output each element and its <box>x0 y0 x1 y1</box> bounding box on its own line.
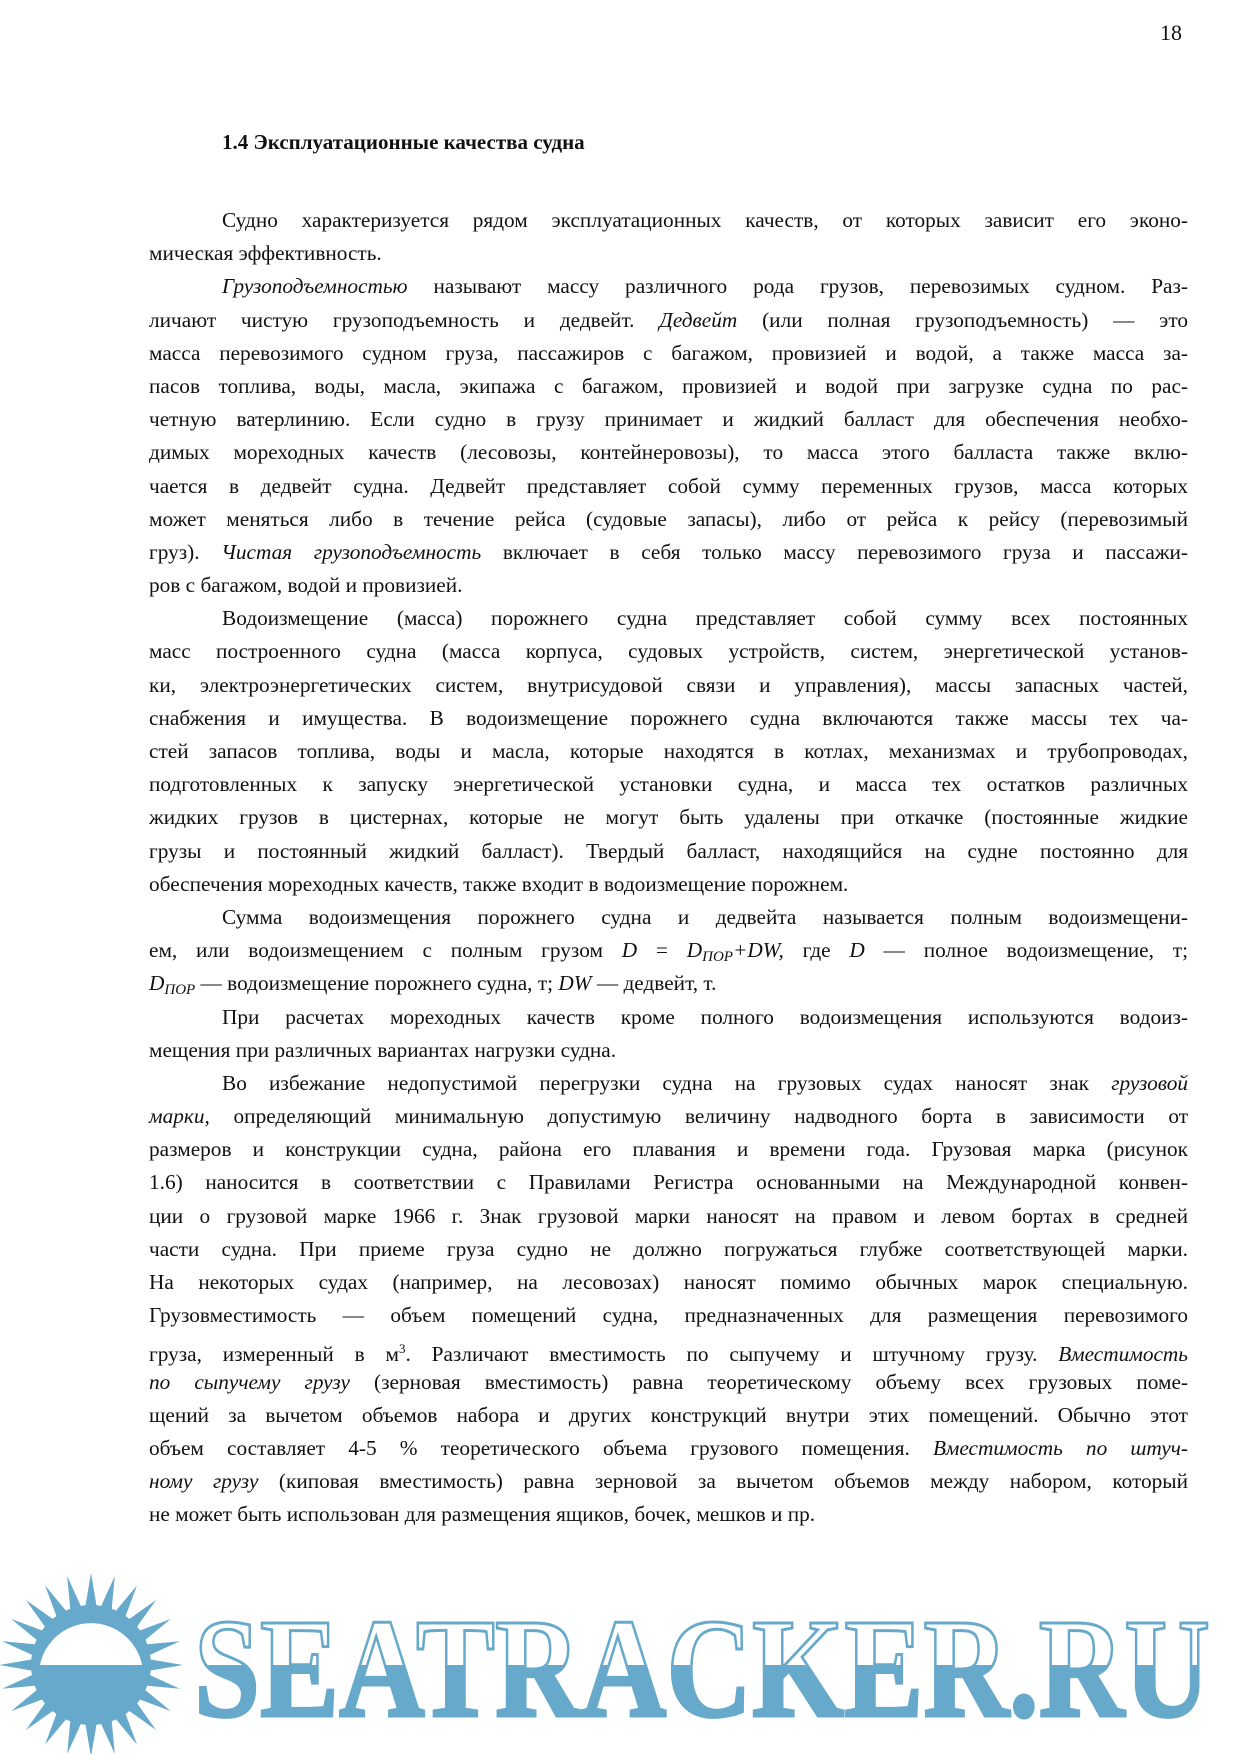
text-run: Судно характеризуется рядом эксплуатационных качеств, от которых зависит его эконо- <box>222 208 1188 232</box>
text-line <box>149 1034 1188 1067</box>
logo-text: SEATRACKER.RU <box>194 1589 1210 1747</box>
text-line <box>149 1133 1188 1166</box>
text-line <box>149 602 1188 635</box>
italic-term: грузовой <box>1111 1070 1188 1095</box>
text-run: Грузовместимость — объем помещений судна, предназначенных для размещения перевозимого <box>149 1303 1188 1328</box>
text-line <box>149 470 1188 503</box>
text-line <box>149 1067 1188 1100</box>
text-line <box>149 304 1188 337</box>
text-line <box>149 1233 1188 1266</box>
italic-term: +DW, <box>732 938 784 963</box>
text-run: 1.6) наносится в соответствии с Правилами Регистра основанными на Международной конвен- <box>149 1170 1188 1195</box>
text-run: может меняться либо в течение рейса (судовые запасы), либо от рейса к рейсу (перевозимый <box>149 506 1188 531</box>
italic-term: D <box>686 938 703 963</box>
text-run: мещения при различных вариантах нагрузки судна. <box>149 1037 617 1062</box>
text-run: подготовленных к запуску энергетической установки судна, и масса тех остатков различных <box>149 772 1188 797</box>
text-line <box>149 801 1188 834</box>
text-run: четную ватерлинию. Если судно в грузу принимает и жидкий балласт для обеспечения необхо- <box>149 407 1188 432</box>
text-line <box>149 1332 1188 1365</box>
text-run: (или полная грузоподъемность) — это <box>737 307 1189 332</box>
text-run: Сумма водоизмещения порожнего судна и дедвейта называется полным водоизмещени- <box>222 904 1188 929</box>
text-line <box>149 237 1188 270</box>
text-line <box>149 635 1188 668</box>
italic-term: Вместимость по штуч- <box>933 1435 1188 1460</box>
italic-term: марки, <box>149 1104 210 1129</box>
text-run: жидких грузов в цистернах, которые не могут быть удалены при откачке (постоянные жидкие <box>149 805 1188 830</box>
text-line <box>149 204 1188 237</box>
text-line <box>149 1366 1188 1399</box>
text-line <box>149 1465 1188 1498</box>
text-line <box>149 702 1188 735</box>
sun-ray <box>146 1659 183 1672</box>
text-run: ров с багажом, водой и провизией. <box>149 573 463 598</box>
page-number: 18 <box>1160 20 1182 45</box>
italic-term: Чистая грузоподъемность <box>221 539 482 564</box>
text-line <box>149 768 1188 801</box>
sub-script: ПОР <box>164 982 196 999</box>
italic-term: ному грузу <box>149 1469 259 1494</box>
italic-term: Дедвейт <box>659 307 738 332</box>
text-run: включает в себя только массу перевозимого груза и пассажи- <box>481 539 1189 564</box>
text-run: масса перевозимого судном груза, пассажиров с багажом, провизией и водой, а также масса за- <box>149 340 1188 365</box>
text-line <box>149 270 1188 303</box>
text-line <box>149 1200 1188 1233</box>
text-run: груз). <box>149 539 222 564</box>
text-run: обеспечения мореходных качеств, также входит в водоизмещение порожнем. <box>149 871 849 896</box>
text-run: где <box>783 938 850 963</box>
sun-ray <box>85 1573 98 1610</box>
text-run: (зерновая вместимость) равна теоретическому объему всех грузовых поме- <box>349 1369 1188 1394</box>
text-run: При расчетах мореходных качеств кроме полного водоизмещения используются водоиз- <box>222 1004 1188 1029</box>
text-line <box>149 503 1188 536</box>
text-run: части судна. При приеме груза судно не должно погружаться глубже соответствующей марки. <box>149 1236 1188 1261</box>
text-run: грузы и постоянный жидкий балласт). Твердый балласт, находящийся на судне постоянно для <box>149 838 1188 863</box>
text-line <box>149 1001 1188 1034</box>
text-run: ем, или водоизмещением с полным грузом <box>149 938 622 963</box>
text-line <box>149 1399 1188 1432</box>
text-run: . Различают вместимость по сыпучему и штучному грузу. <box>405 1342 1059 1367</box>
italic-term: по сыпучему грузу <box>149 1369 350 1394</box>
sup-script: 3 <box>398 1341 406 1357</box>
text-line <box>149 436 1188 469</box>
text-line <box>149 669 1188 702</box>
sub-script: ПОР <box>702 949 733 966</box>
italic-term: D <box>621 938 638 963</box>
text-run: На некоторых судах (например, на лесовозах) наносят помимо обычных марок специальную. <box>149 1270 1188 1294</box>
text-run: определяющий минимальную допустимую величину надводного борта в зависимости от <box>209 1104 1188 1129</box>
text-run: (киповая вместимость) равна зерновой за вычетом объемов между набором, который <box>258 1469 1188 1494</box>
text-run: Во избежание недопустимой перегрузки судна на грузовых судах наносят знак <box>222 1070 1112 1095</box>
italic-term: D <box>149 971 165 996</box>
text-run: масс построенного судна (масса корпуса, судовых устройств, систем, энергетической установ- <box>149 639 1188 664</box>
section-heading: 1.4 Эксплуатационные качества судна <box>222 130 585 154</box>
text-run: — водоизмещение порожнего судна, т; <box>195 971 559 996</box>
text-line <box>149 536 1188 569</box>
body-text <box>149 204 1188 1532</box>
text-run: = <box>637 938 687 963</box>
text-line <box>149 901 1188 934</box>
text-run: димых мореходных качеств (лесовозы, контейнеровозы), то масса этого балласта также вклю- <box>149 440 1188 465</box>
text-run: пасов топлива, воды, масла, экипажа с багажом, провизией и водой при загрузке судна по рас- <box>149 373 1188 398</box>
text-run: личают чистую грузоподъемность и дедвейт. <box>149 307 660 332</box>
text-line <box>149 403 1188 436</box>
text-run: снабжения и имущества. В водоизмещение порожнего судна включаются также массы тех ча- <box>149 705 1188 730</box>
text-line <box>149 370 1188 403</box>
text-run: — дедвейт, т. <box>591 971 717 996</box>
text-line <box>149 735 1188 768</box>
text-run: щений за вычетом объемов набора и других конструкций внутри этих помещений. Обычно этот <box>149 1402 1188 1427</box>
text-line <box>149 1266 1188 1299</box>
italic-term: Вместимость <box>1058 1342 1188 1367</box>
text-line <box>149 868 1188 901</box>
text-run: размеров и конструкции судна, района его плавания и времени года. Грузовая марка (рисунок <box>149 1137 1188 1162</box>
sun-ray <box>0 1659 36 1672</box>
text-run: ции о грузовой марке 1966 г. Знак грузовой марки наносят на правом и левом бортах в средней <box>149 1203 1188 1228</box>
text-run: Водоизмещение (масса) порожнего судна представляет собой сумму всех постоянных <box>222 606 1188 631</box>
text-line <box>149 967 1188 1000</box>
text-run: называют массу различного рода грузов, перевозимых судном. Раз- <box>407 274 1188 299</box>
text-line <box>149 1166 1188 1199</box>
text-run: стей запасов топлива, воды и масла, которые находятся в котлах, механизмах и трубопроводах, <box>149 739 1188 763</box>
text-run: мическая эффективность. <box>149 241 382 266</box>
text-line <box>149 1498 1188 1531</box>
text-line <box>149 835 1188 868</box>
text-run: груза, измеренный в м <box>149 1342 399 1367</box>
text-run: — полное водоизмещение, т; <box>864 938 1188 963</box>
text-run: чается в дедвейт судна. Дедвейт представляет собой сумму переменных грузов, масса которых <box>149 473 1188 498</box>
text-run: ки, электроэнергетических систем, внутрисудовой связи и управления), массы запасных частей, <box>149 672 1188 697</box>
text-line <box>149 1100 1188 1133</box>
italic-term: D <box>849 938 865 963</box>
text-line <box>149 337 1188 370</box>
text-run: не может быть использован для размещения ящиков, бочек, мешков и пр. <box>149 1502 816 1527</box>
text-line <box>149 1299 1188 1332</box>
italic-term: Грузоподъемностью <box>222 274 408 299</box>
seatracker-logo <box>0 1560 1239 1754</box>
text-run: объем составляет 4-5 % теоретического объема грузового помещения. <box>149 1435 934 1460</box>
text-line <box>149 1432 1188 1465</box>
italic-term: DW <box>558 971 592 996</box>
text-line <box>149 934 1188 967</box>
text-line <box>149 569 1188 602</box>
